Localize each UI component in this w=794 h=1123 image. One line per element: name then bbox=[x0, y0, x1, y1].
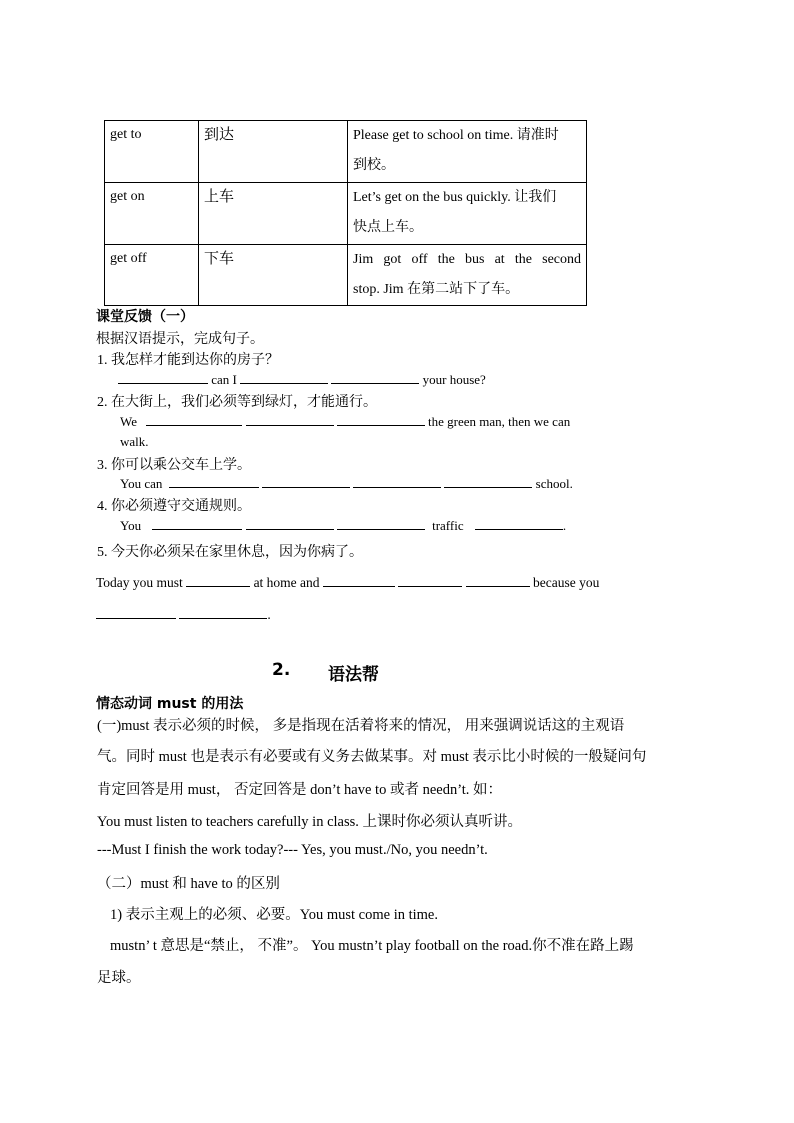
meaning-cell: 上车 bbox=[199, 183, 348, 245]
sentence-text: can I bbox=[211, 372, 237, 387]
example-line: 快点上车。 bbox=[353, 220, 423, 235]
phrase-table bbox=[104, 120, 587, 306]
sentence-text: You can bbox=[120, 476, 163, 491]
answer-blank[interactable] bbox=[246, 413, 334, 426]
grammar-paragraph-line: 气。同时 must 也是表示有必要或有义务去做某事。对 must 表示比小时候的一般疑问句 bbox=[97, 749, 647, 765]
sentence-text: the green man, then we can bbox=[428, 414, 571, 429]
sentence-text: You bbox=[120, 518, 142, 533]
question-4-answer-line bbox=[120, 517, 566, 534]
answer-blank[interactable] bbox=[118, 371, 208, 384]
grammar-point: 1) 表示主观上的必须、必要。You must come in time. bbox=[110, 907, 438, 923]
answer-blank[interactable] bbox=[262, 475, 350, 488]
question-5-prompt: 5. 今天你必须呆在家里休息，因为你病了。 bbox=[97, 545, 363, 560]
answer-blank[interactable] bbox=[179, 606, 267, 619]
grammar-paragraph-line: 肯定回答是用 must， 否定回答是 don’t have to 或者 needn’t. 如： bbox=[97, 782, 503, 798]
example-line: Let’s get on the bus quickly. 让我们 bbox=[353, 190, 557, 205]
answer-blank[interactable] bbox=[246, 517, 334, 530]
grammar-subheading: 情态动词 must 的用法 bbox=[96, 696, 244, 712]
answer-blank[interactable] bbox=[444, 475, 532, 488]
feedback-heading: 课堂反馈（一） bbox=[96, 309, 194, 325]
phrase-cell: get to bbox=[105, 121, 199, 183]
answer-blank[interactable] bbox=[152, 517, 242, 530]
question-2-prompt: 2. 在大街上，我们必须等到绿灯，才能通行。 bbox=[97, 395, 377, 410]
question-3-answer-line bbox=[120, 475, 573, 492]
example-line: Jim got off the bus at the second bbox=[353, 252, 581, 267]
grammar-subsection: （二）must 和 have to 的区别 bbox=[97, 876, 280, 892]
sentence-text: Today you must bbox=[96, 575, 183, 590]
answer-blank[interactable] bbox=[240, 371, 328, 384]
question-3-prompt: 3. 你可以乘公交车上学。 bbox=[97, 458, 251, 473]
example-line: stop. Jim 在第二站下了车。 bbox=[353, 282, 520, 297]
example-cell bbox=[348, 121, 587, 183]
answer-blank[interactable] bbox=[337, 517, 425, 530]
question-1-answer-line bbox=[118, 371, 486, 388]
answer-blank[interactable] bbox=[337, 413, 425, 426]
question-2-answer-line bbox=[120, 413, 570, 430]
question-2-continuation: walk. bbox=[120, 434, 149, 449]
sentence-text: We bbox=[120, 414, 137, 429]
answer-blank[interactable] bbox=[186, 574, 250, 587]
grammar-point: mustn’ t 意思是“禁止， 不准”。 You mustn’t play football on the road.你不准在路上踢 bbox=[110, 938, 634, 954]
example-line: Please get to school on time. 请准时 bbox=[353, 128, 559, 143]
example-cell bbox=[348, 183, 587, 245]
section-title: 语法帮 bbox=[328, 665, 379, 685]
table-row bbox=[105, 183, 587, 245]
phrase-cell: get on bbox=[105, 183, 199, 245]
answer-blank[interactable] bbox=[353, 475, 441, 488]
question-4-prompt: 4. 你必须遵守交通规则。 bbox=[97, 499, 251, 514]
sentence-text: . bbox=[562, 518, 567, 533]
sentence-text: your house? bbox=[422, 372, 486, 387]
answer-blank[interactable] bbox=[331, 371, 419, 384]
table-row bbox=[105, 121, 587, 183]
grammar-example: You must listen to teachers carefully in class. 上课时你必须认真听讲。 bbox=[97, 814, 523, 830]
section-number: 2. bbox=[272, 660, 291, 680]
example-cell bbox=[348, 245, 587, 306]
answer-blank[interactable] bbox=[146, 413, 242, 426]
meaning-cell: 到达 bbox=[199, 121, 348, 183]
grammar-point-continuation: 足球。 bbox=[97, 970, 141, 986]
sentence-text: . bbox=[267, 607, 271, 622]
meaning-cell: 下车 bbox=[199, 245, 348, 306]
feedback-instruction: 根据汉语提示，完成句子。 bbox=[96, 332, 264, 347]
grammar-paragraph-line: (一)must 表示必须的时候， 多是指现在活着将来的情况， 用来强调说话这的主观语 bbox=[97, 718, 625, 734]
sentence-text: school. bbox=[535, 476, 573, 491]
question-5-answer-line bbox=[96, 574, 599, 591]
answer-blank[interactable] bbox=[323, 574, 395, 587]
sentence-text: at home and bbox=[253, 575, 320, 590]
sentence-text: traffic bbox=[432, 518, 464, 533]
answer-blank[interactable] bbox=[169, 475, 259, 488]
example-line: 到校。 bbox=[353, 158, 395, 173]
sentence-text: because you bbox=[533, 575, 600, 590]
grammar-example: ---Must I finish the work today?--- Yes, you must./No, you needn’t. bbox=[97, 842, 488, 858]
question-5-continuation bbox=[96, 606, 271, 623]
answer-blank[interactable] bbox=[466, 574, 530, 587]
phrase-cell: get off bbox=[105, 245, 199, 306]
question-1-prompt: 1. 我怎样才能到达你的房子？ bbox=[97, 353, 279, 368]
answer-blank[interactable] bbox=[398, 574, 462, 587]
table-row bbox=[105, 245, 587, 306]
answer-blank[interactable] bbox=[96, 606, 176, 619]
answer-blank[interactable] bbox=[475, 517, 563, 530]
